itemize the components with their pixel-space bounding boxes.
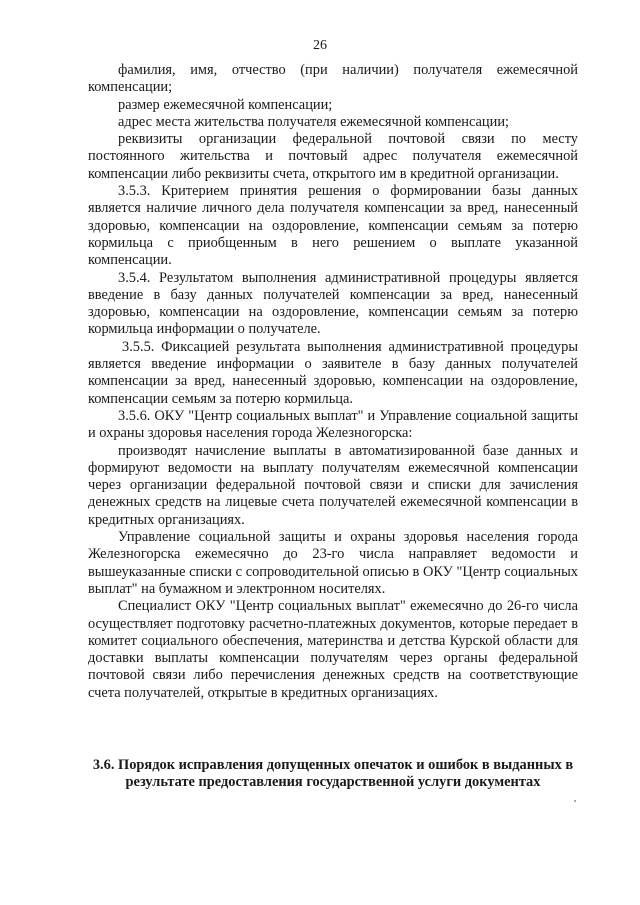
scan-speck	[574, 800, 576, 802]
paragraph-3-5-6: 3.5.6. ОКУ "Центр социальных выплат" и Управление социальной защиты и охраны здоровья населения города Железногорска:	[88, 407, 578, 442]
paragraph-3-5-5: 3.5.5. Фиксацией результата выполнения административной процедуры является введение информации о заявителе в базу данных получателей компенсации за вред, нанесенный здоровью, компенсации на оздоровление, компенсации семьям за потерю кормильца.	[88, 338, 578, 407]
paragraph-recipient-address: адрес места жительства получателя ежемесячной компенсации;	[118, 113, 510, 130]
paragraph-payment-calculation: производят начисление выплаты в автоматизированной базе данных и формируют ведомости на выплату получателям ежемесячной компенсации через организации федеральной почтовой связи и списки для зачисления денежных средств на лицевые счета получателей ежемесячной компенсации в кредитных организациях.	[88, 442, 578, 528]
page-number: 26	[313, 38, 327, 53]
document-body	[88, 62, 578, 702]
paragraph-postal-details: реквизиты организации федеральной почтовой связи по месту постоянного жительства и почтовый адрес получателя ежемесячной компенсации либо реквизиты счета, открытого им в кредитной организации.	[88, 131, 578, 182]
section-heading-3-6: 3.6. Порядок исправления допущенных опечаток и ошибок в выданных в результате предоставления государственной услуги документах	[92, 757, 574, 791]
paragraph-compensation-amount: размер ежемесячной компенсации;	[118, 96, 333, 113]
paragraph-recipient-name: фамилия, имя, отчество (при наличии) получателя ежемесячной компенсации;	[88, 62, 578, 96]
paragraph-3-5-4: 3.5.4. Результатом выполнения административной процедуры является введение в базу данных получателей компенсации за вред, нанесенный здоровью, компенсации на оздоровление, компенсации семьям за потерю кормильца информации о получателе.	[88, 269, 578, 338]
paragraph-3-5-3: 3.5.3. Критерием принятия решения о формировании базы данных является наличие личного дела получателя компенсации за вред, нанесенный здоровью, компенсации на оздоровление, компенсации семьям за потерю кормильца с приобщенным в него решением о выплате указанной компенсации.	[88, 183, 578, 269]
paragraph-monthly-submission: Управление социальной защиты и охраны здоровья населения города Железногорска ежемесячно до 23-го числа направляет ведомости и вышеуказанные списки с сопроводительной описью в ОКУ "Центр социальных выплат" на бумажном и электронном носителях.	[88, 529, 578, 597]
paragraph-payment-documents: Специалист ОКУ "Центр социальных выплат" ежемесячно до 26-го числа осуществляет подготовку расчетно-платежных документов, которые передает в комитет социального обеспечения, материнства и детства Курской области для доставки выплаты компенсации получателям через органы федеральной почтовой связи либо перечисления денежных средств на соответствующие счета получателей, открытые в кредитных организациях.	[88, 598, 578, 701]
